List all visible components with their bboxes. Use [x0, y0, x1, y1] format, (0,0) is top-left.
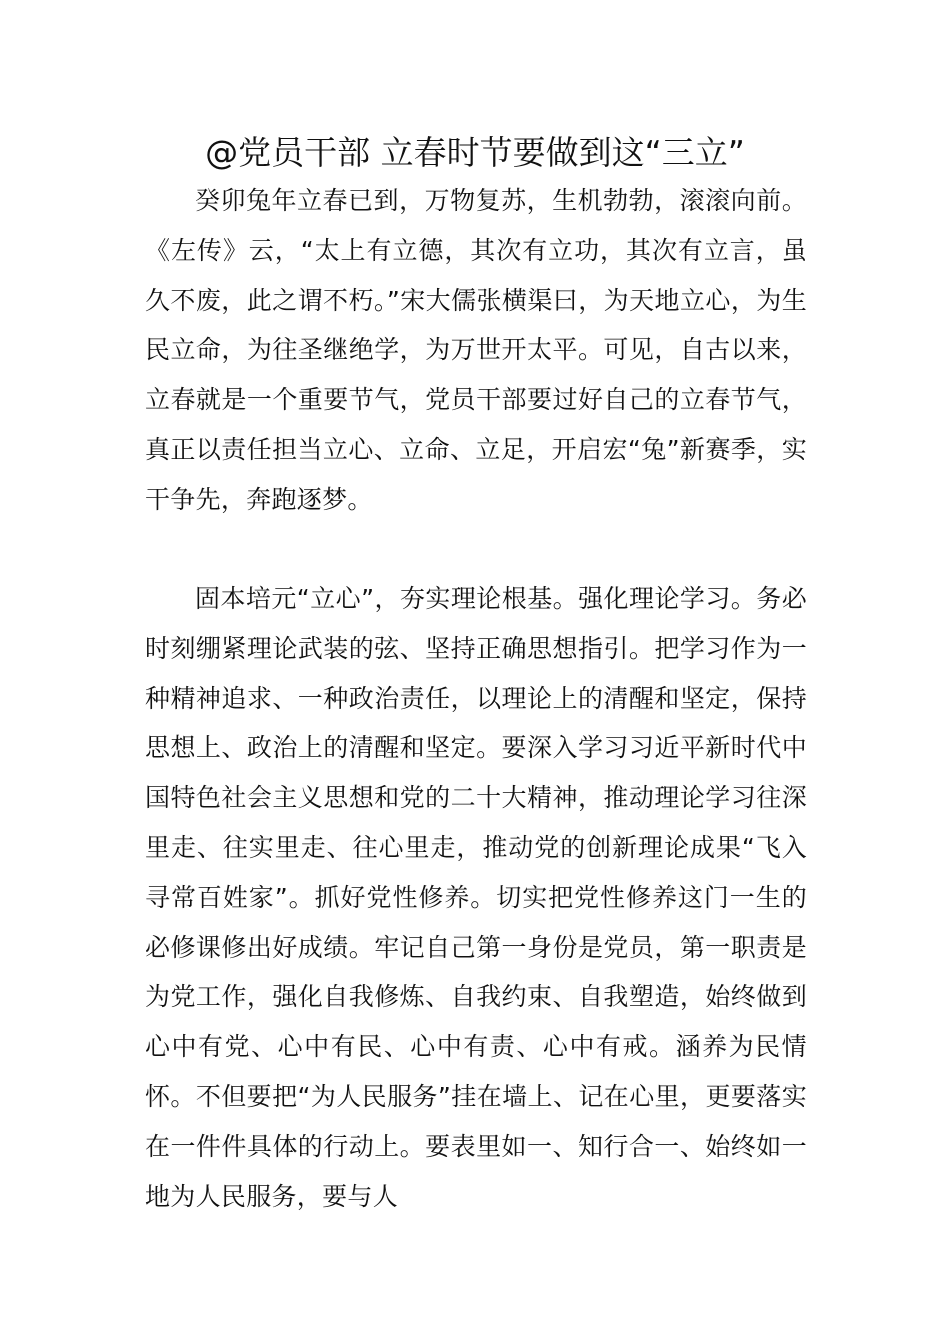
paragraph-intro: 癸卯兔年立春已到，万物复苏，生机勃勃，滚滚向前。《左传》云，“太上有立德，其次有立功，其次有立言，虽久不废，此之谓不朽。”宋大儒张横渠曰，为天地立心，为生民立命，为往圣继绝学，为万世开太平。可见，自古以来，立春就是一个重要节气，党员干部要过好自己的立春节气，真正以责任担当立心、立命、立足，开启宏“兔”新赛季，实干争先，奔跑逐梦。	[145, 186, 807, 514]
paragraph-li-xin: 固本培元“立心”，夯实理论根基。强化理论学习。务必时刻绷紧理论武装的弦、坚持正确思想指引。把学习作为一种精神追求、一种政治责任，以理论上的清醒和坚定，保持思想上、政治上的清醒和坚定。要深入学习习近平新时代中国特色社会主义思想和党的二十大精神，推动理论学习往深里走、往实里走、往心里走，推动党的创新理论成果“飞入寻常百姓家”。抓好党性修养。切实把党性修养这门一生的必修课修出好成绩。牢记自己第一身份是党员，第一职责是为党工作，强化自我修炼、自我约束、自我塑造，始终做到心中有党、心中有民、心中有责、心中有戒。涵养为民情怀。不但要把“为人民服务”挂在墙上、记在心里，更要落实在一件件具体的行动上。要表里如一、知行合一、始终如一地为人民服务，要与人	[145, 584, 807, 1211]
document-title: @党员干部 立春时节要做到这“三立”	[205, 133, 745, 172]
